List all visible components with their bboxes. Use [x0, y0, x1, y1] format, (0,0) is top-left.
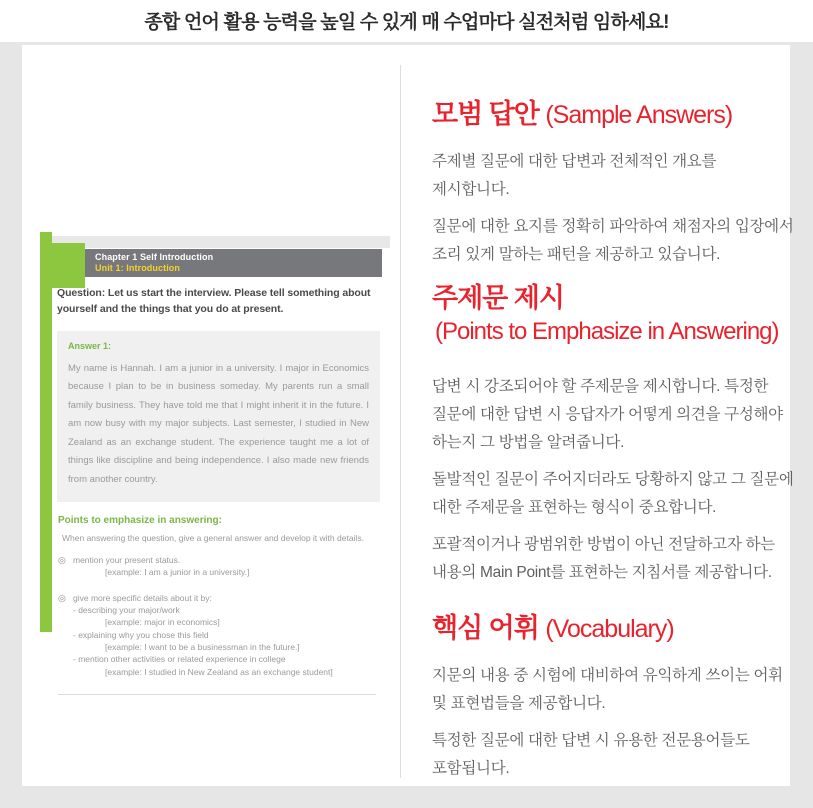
answer-box	[57, 331, 380, 503]
content-panel	[22, 45, 794, 786]
feature-sample-answers	[432, 98, 794, 278]
points-intro: When answering the question, give a general answer and develop it with details.	[62, 533, 364, 544]
feature-paragraph: 질문에 대한 요지를 정확히 파악하여 채점자의 입장에서 조리 있게 말하는 패턴을 제공하고 있습니다.	[432, 218, 794, 264]
green-spine-bar	[40, 232, 52, 632]
page-headline: 종합 언어 활용 능력을 높일 수 있게 매 수업마다 실전처럼 임하세요!	[144, 12, 669, 33]
feature-title-en: (Sample Answers)	[545, 101, 733, 129]
feature-paragraph: 포괄적이거나 광범위한 방법이 아닌 전달하고자 하는 내용의 Main Point를 표현하는 지침서를 제공합니다.	[432, 536, 775, 582]
points-title: Points to emphasize in answering:	[58, 515, 222, 527]
bullet-text: give more specific details about it by:	[73, 592, 212, 603]
feature-paragraph: 특정한 질문에 대한 답변 시 유용한 전문용어들도 포함됩니다.	[432, 732, 750, 778]
bullet-text: mention your present status.	[73, 555, 181, 566]
bullet-example: [example: major in economics]	[105, 617, 220, 628]
bullet-item	[58, 592, 380, 678]
feature-paragraph: 주제별 질문에 대한 답변과 전체적인 개요를 제시합니다.	[432, 153, 717, 199]
circle-bullet-icon: ◎	[58, 592, 66, 603]
feature-title-ko: 주제문 제시	[432, 283, 564, 313]
chapter-title: Chapter 1 Self Introduction	[95, 252, 214, 262]
bullet-content	[73, 592, 380, 678]
feature-title-ko: 핵심 어휘	[432, 613, 539, 643]
answer-label: Answer 1:	[68, 340, 112, 351]
column-divider	[400, 65, 401, 778]
feature-title-en: (Points to Emphasize in Answering)	[435, 318, 779, 346]
unit-title: Unit 1: Introduction	[95, 263, 180, 273]
bullet-example: [example: I want to be a businessman in the future.]	[105, 641, 300, 652]
feature-title	[432, 98, 794, 130]
bullet-item	[58, 554, 380, 579]
feature-title-ko: 모범 답안	[432, 99, 539, 129]
bullet-subpoint: - mention other activities or related experience in college	[73, 654, 286, 665]
page-top-strip	[52, 236, 390, 248]
bullet-subpoint: - explaining why you chose this field	[73, 629, 209, 640]
bullet-example: [example: I studied in New Zealand as an exchange student]	[105, 666, 333, 677]
feature-points-to-emphasize	[432, 282, 794, 596]
feature-paragraph: 지문의 내용 중 시험에 대비하여 유익하게 쓰이는 어휘 및 표현법들을 제공합니다.	[432, 667, 783, 713]
bullet-subpoint: - describing your major/work	[73, 605, 180, 616]
sample-book-page	[40, 232, 390, 677]
feature-paragraph: 돌발적인 질문이 주어지더라도 당황하지 않고 그 질문에 대한 주제문을 표현하는 형식이 중요합니다.	[432, 471, 794, 517]
page-divider-line	[58, 694, 376, 695]
points-section	[57, 515, 380, 678]
circle-bullet-icon: ◎	[58, 555, 66, 566]
bullet-example: [example: I am a junior in a university.]	[105, 567, 250, 578]
feature-title-en: (Vocabulary)	[545, 615, 674, 643]
feature-title	[432, 612, 794, 644]
green-accent-block	[52, 243, 85, 288]
chapter-header-bar	[85, 249, 382, 277]
feature-title	[432, 282, 794, 347]
feature-vocabulary	[432, 612, 794, 792]
answer-text: My name is Hannah. I am a junior in a university. I major in Economics because I plan to be in business someday. My parents run a small family business. They have told me that I might inherit it in the future. I am now busy with my major subjects. Last semester, I studied in New Zealand as an exchange student. The experience taught me a lot of things like discipline and being independence. I also made new friends from another country.	[68, 362, 369, 485]
book-page-body	[57, 286, 380, 695]
question-text: Question: Let us start the interview. Please tell something about yourself and the things that you do at present.	[57, 287, 371, 315]
feature-paragraph: 답변 시 강조되어야 할 주제문을 제시합니다. 특정한 질문에 대한 답변 시 응답자가 어떻게 의견을 구성해야 하는지 그 방법을 알려줍니다.	[432, 378, 783, 452]
bullet-content	[73, 554, 380, 579]
